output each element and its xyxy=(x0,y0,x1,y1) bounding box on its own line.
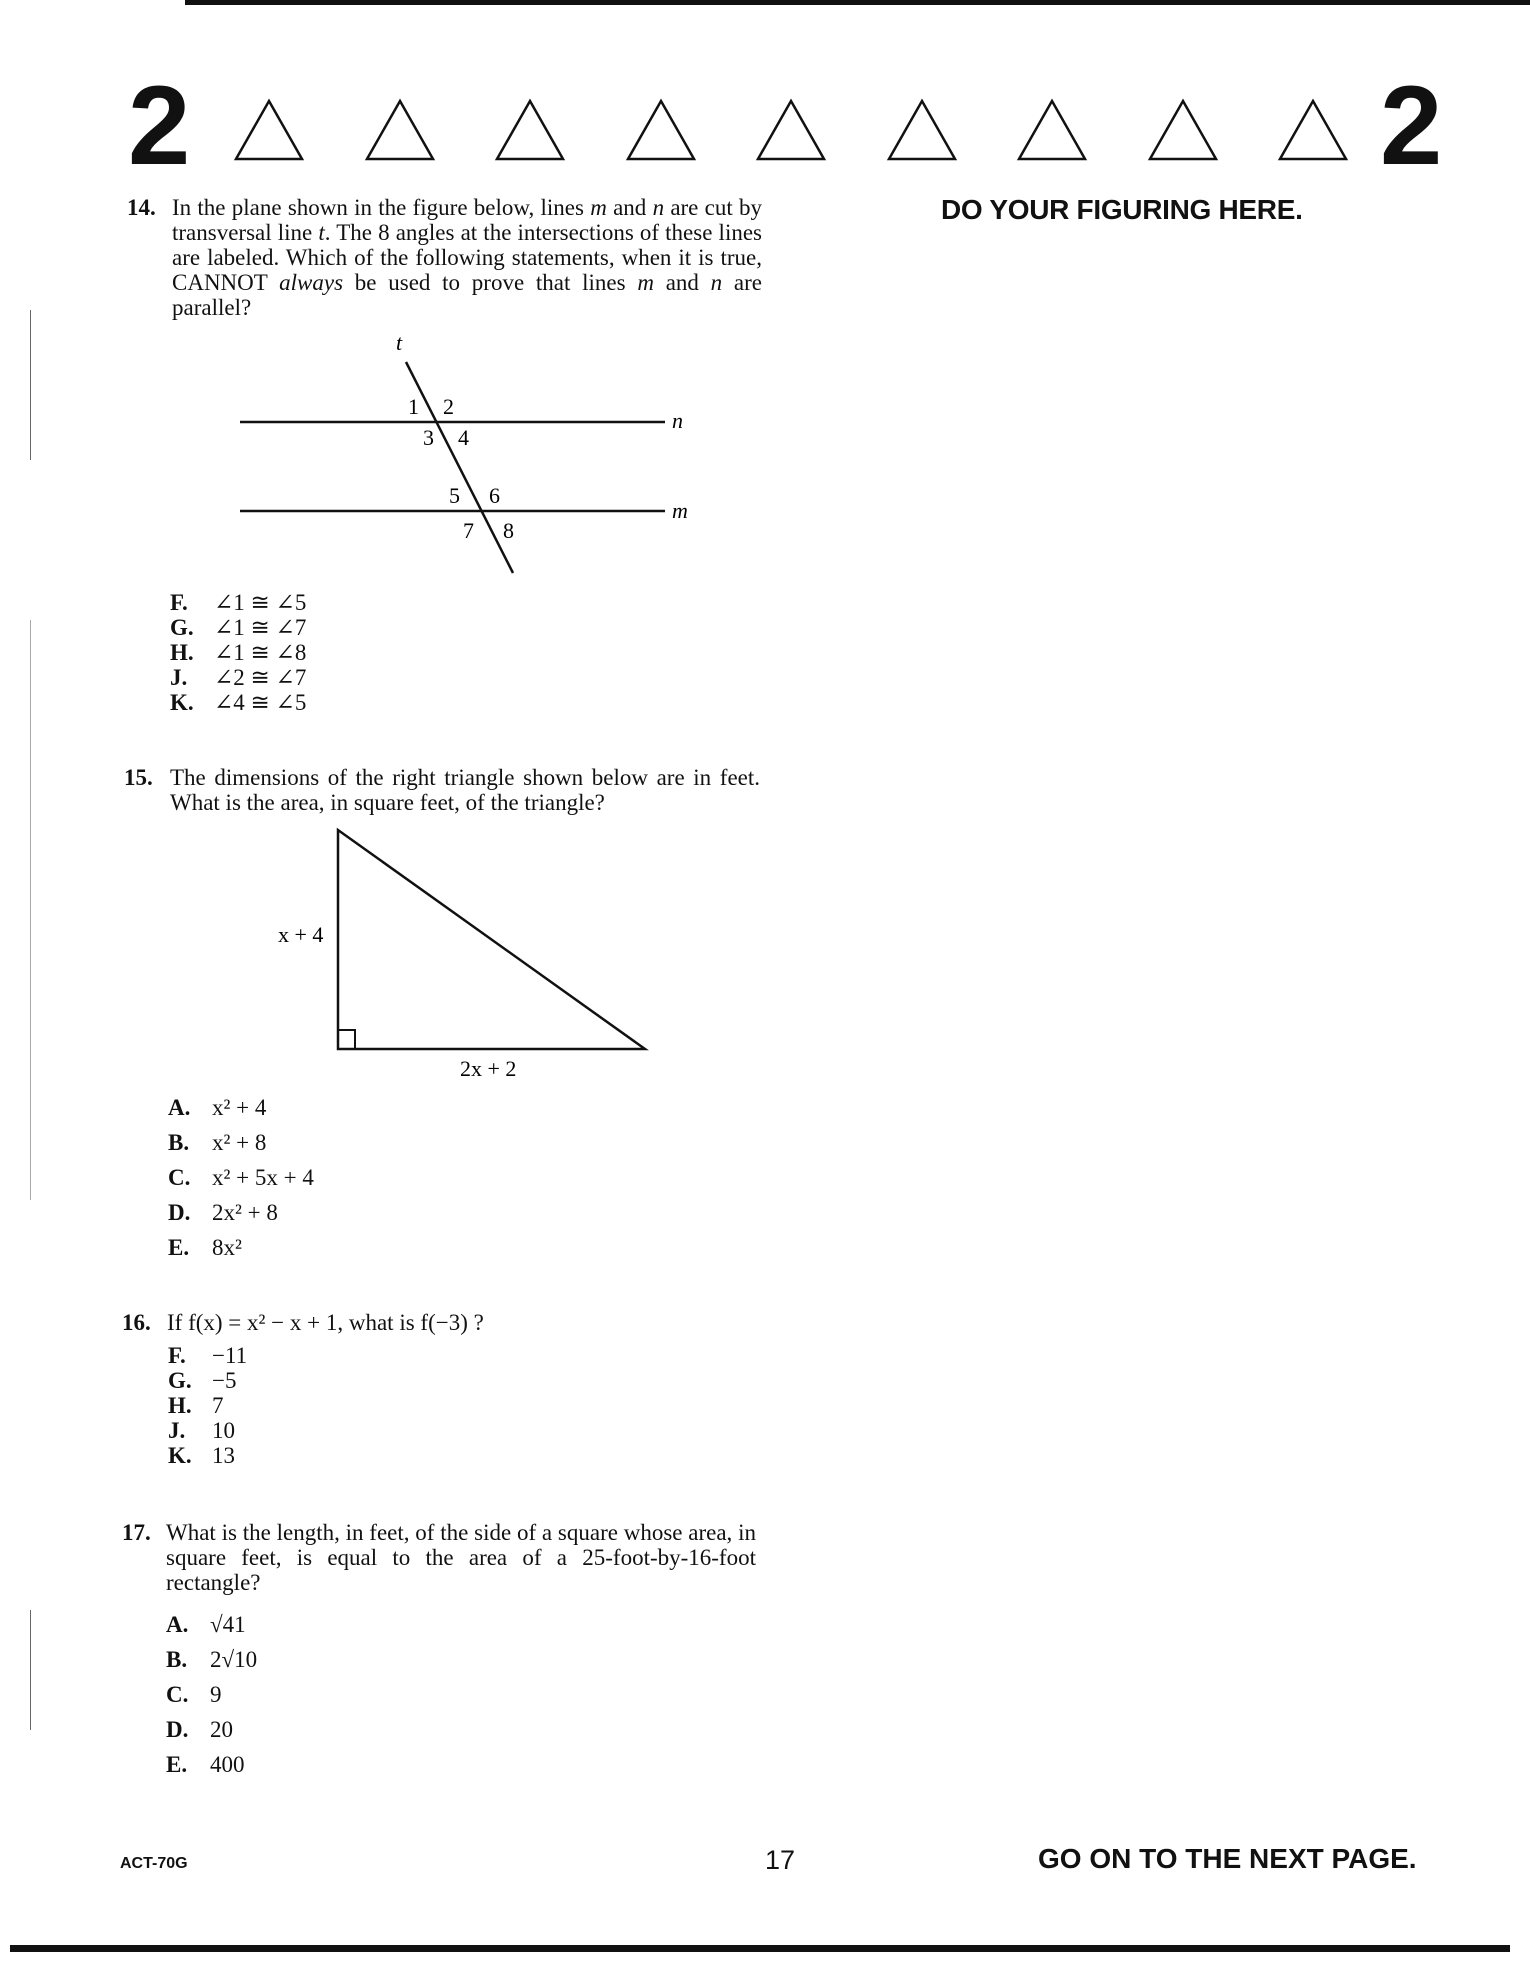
question-17-text: What is the length, in feet, of the side of a square whose area, in square feet, is equal to the area of a 25-foot-by-16-foot rectangle? xyxy=(166,1520,756,1595)
question-15-text: The dimensions of the right triangle shown below are in feet. What is the area, in square feet, of the triangle? xyxy=(170,765,760,815)
angle-2: 2 xyxy=(443,394,454,419)
section-number-right: 2 xyxy=(1380,63,1443,188)
angle-6: 6 xyxy=(489,483,500,508)
right-triangle xyxy=(338,830,645,1049)
label-t: t xyxy=(396,330,403,355)
horizontal-side-label: 2x + 2 xyxy=(460,1056,517,1081)
q17-choice-b[interactable]: B. 2√10 xyxy=(166,1647,258,1672)
q16-choice-j[interactable]: J. 10 xyxy=(168,1418,235,1443)
right-angle-marker xyxy=(338,1030,355,1049)
q15-choice-c[interactable]: C. x² + 5x + 4 xyxy=(168,1165,314,1190)
q15-choice-e[interactable]: E. 8x² xyxy=(168,1235,242,1260)
q16-choice-g[interactable]: G. −5 xyxy=(168,1368,237,1393)
go-on-next-page: GO ON TO THE NEXT PAGE. xyxy=(1038,1843,1417,1874)
question-16-number: 16. xyxy=(122,1310,151,1335)
question-16-text: If f(x) = x² − x + 1, what is f(−3) ? xyxy=(167,1310,484,1335)
q14-choice-h[interactable]: H. ∠1 ≅ ∠8 xyxy=(170,640,307,665)
vertical-side-label: x + 4 xyxy=(278,922,324,947)
q17-choice-e[interactable]: E. 400 xyxy=(166,1752,245,1777)
question-15-number: 15. xyxy=(124,765,153,790)
q14-choice-f[interactable]: F. ∠1 ≅ ∠5 xyxy=(170,590,307,615)
angle-4: 4 xyxy=(458,425,469,450)
q14-choice-g[interactable]: G. ∠1 ≅ ∠7 xyxy=(170,615,307,640)
q16-choice-f[interactable]: F. −11 xyxy=(168,1343,248,1368)
angle-5: 5 xyxy=(449,483,460,508)
q14-choice-j[interactable]: J. ∠2 ≅ ∠7 xyxy=(170,665,307,690)
angle-1: 1 xyxy=(408,394,419,419)
q17-choice-a[interactable]: A. √41 xyxy=(166,1612,246,1637)
transversal-t xyxy=(406,362,513,573)
q14-choice-k[interactable]: K. ∠4 ≅ ∠5 xyxy=(170,690,307,715)
question-17-number: 17. xyxy=(122,1520,151,1545)
label-n: n xyxy=(672,408,683,433)
q17-choice-c[interactable]: C. 9 xyxy=(166,1682,222,1707)
question-14-text: In the plane shown in the figure below, lines m and n are cut by transversal line t. The 8 angles at the intersections of these lines are labeled. Which of the following statements, when it is true, CANNOT always be used to prove that lines m and n are parallel? xyxy=(172,195,762,320)
angle-7: 7 xyxy=(463,518,474,543)
angle-8: 8 xyxy=(503,518,514,543)
q15-choice-b[interactable]: B. x² + 8 xyxy=(168,1130,267,1155)
q17-choice-d[interactable]: D. 20 xyxy=(166,1717,233,1742)
figuring-label: DO YOUR FIGURING HERE. xyxy=(941,194,1303,225)
question-14-number: 14. xyxy=(127,195,156,220)
q16-choice-h[interactable]: H. 7 xyxy=(168,1393,224,1418)
q15-choice-a[interactable]: A. x² + 4 xyxy=(168,1095,267,1120)
section-number-left: 2 xyxy=(128,63,191,188)
q16-choice-k[interactable]: K. 13 xyxy=(168,1443,235,1468)
q15-choice-d[interactable]: D. 2x² + 8 xyxy=(168,1200,278,1225)
label-m: m xyxy=(672,498,688,523)
page-number: 17 xyxy=(765,1845,796,1875)
angle-3: 3 xyxy=(423,425,434,450)
form-code: ACT-70G xyxy=(120,1855,188,1872)
